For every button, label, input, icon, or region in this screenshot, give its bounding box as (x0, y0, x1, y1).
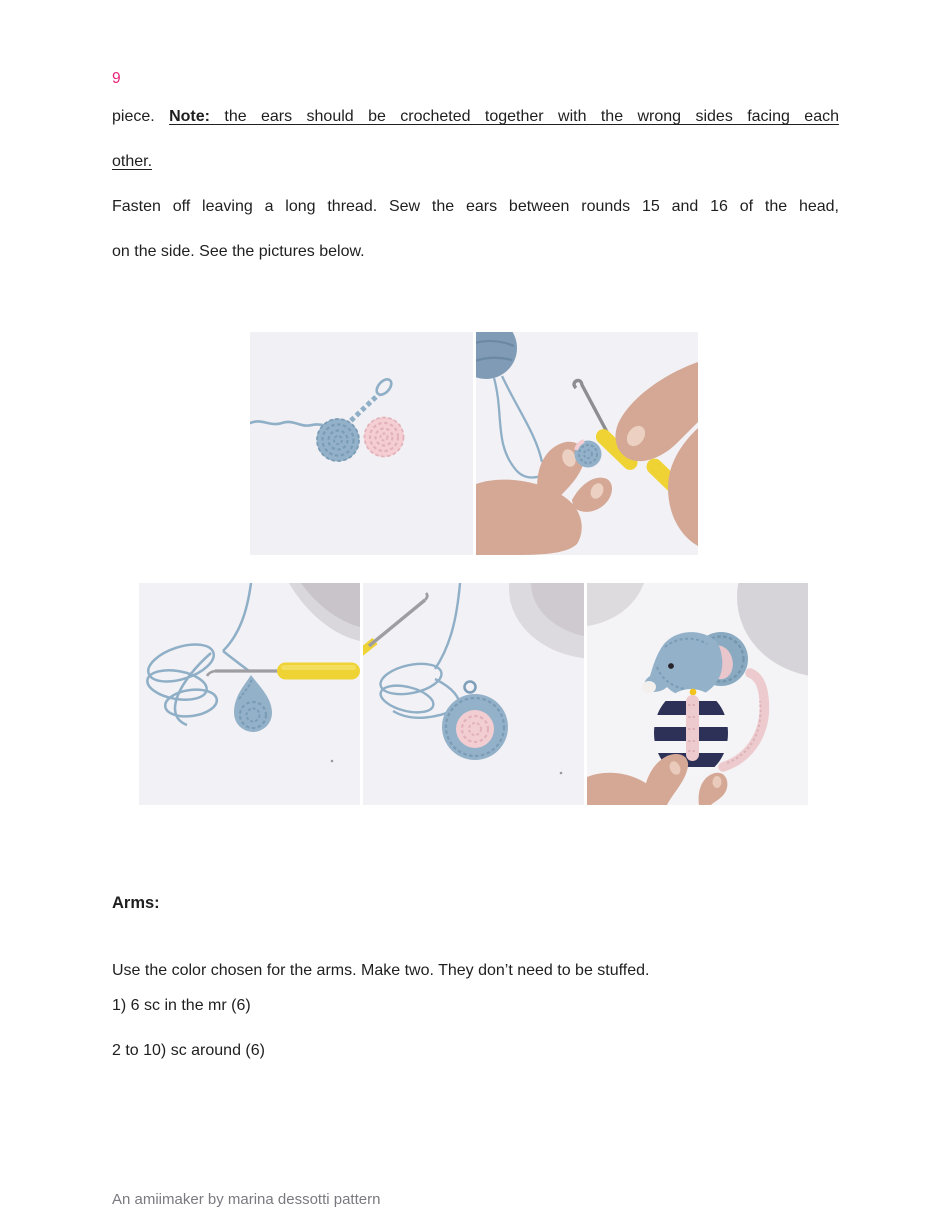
arms-intro: Use the color chosen for the arms. Make two. They don’t need to be stuffed. (112, 962, 650, 979)
photo-row-top (250, 332, 698, 555)
paragraph2-line2: on the side. See the pictures below. (112, 243, 365, 260)
paragraph-text-underlined: other. (112, 153, 153, 170)
photo-row-bottom (139, 583, 808, 805)
photo-crocheting-hands (476, 332, 698, 555)
paragraph1-line2 (112, 139, 839, 184)
photo-crocheted-ears (250, 332, 473, 555)
body-text-block (112, 94, 839, 274)
paragraph-text-plain: piece. (112, 108, 170, 125)
photo-finished-mouse (587, 583, 808, 805)
photo-ear-on-hook (139, 583, 360, 805)
photo-two-tone-ear (363, 583, 584, 805)
paragraph2-line1: Fasten off leaving a long thread. Sew the ears between rounds 15 and 16 of the head, (112, 198, 839, 215)
note-label: Note: (169, 108, 210, 125)
footer-credit: An amiimaker by marina dessotti pattern (112, 1191, 381, 1208)
arms-round-1: 1) 6 sc in the mr (6) (112, 997, 251, 1014)
arms-heading: Arms: (112, 894, 160, 912)
paragraph1-line1 (112, 94, 839, 139)
arms-round-2: 2 to 10) sc around (6) (112, 1042, 265, 1059)
page-number: 9 (112, 70, 121, 87)
paragraph-text-underlined: the ears should be crocheted together with the wrong sides facing each (209, 108, 839, 125)
